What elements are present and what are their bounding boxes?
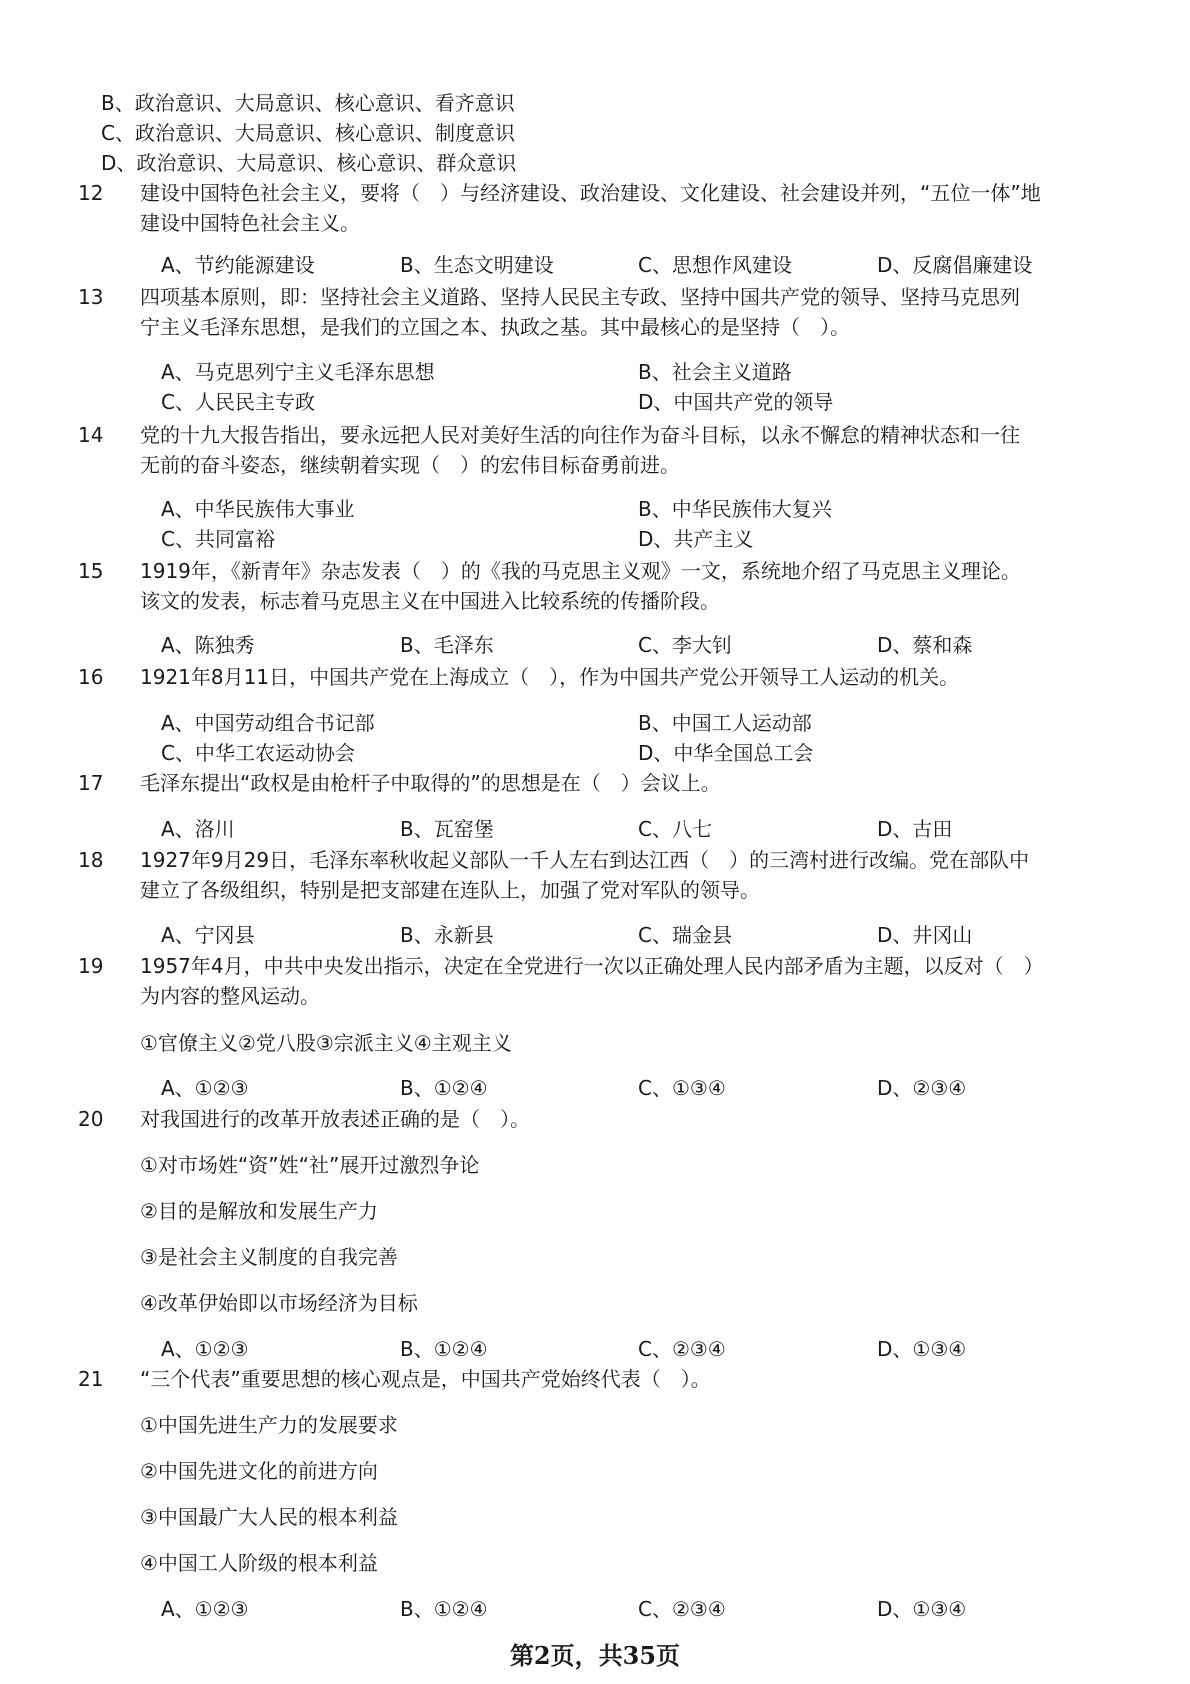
option-c: C、李大钊	[638, 633, 732, 657]
stem-line: 1927年9月29日，毛泽东率秋收起义部队一千人左右到达江西（ ）的三湾村进行改编。党在部队中	[140, 848, 1030, 872]
stem-line: 建设中国特色社会主义。	[140, 211, 360, 235]
option-b: B、中华民族伟大复兴	[638, 497, 832, 521]
statement-list: ①官僚主义②党八股③宗派主义④主观主义	[140, 1031, 512, 1055]
option-c: C、①③④	[638, 1076, 726, 1100]
option-c: C、共同富裕	[161, 527, 275, 551]
option-a: A、中华民族伟大事业	[161, 497, 355, 521]
option-c: C、八七	[638, 817, 712, 841]
stem-line: 1919年，《新青年》杂志发表（ ）的《我的马克思主义观》一文，系统地介绍了马克思主义理论。	[140, 559, 1021, 583]
question-number: 19	[78, 954, 104, 978]
question-number: 17	[78, 771, 104, 795]
question-stem	[140, 845, 1090, 905]
question-number: 13	[78, 285, 104, 309]
option-a: A、节约能源建设	[161, 253, 315, 277]
option-a: A、中国劳动组合书记部	[161, 711, 375, 735]
option-b: B、①②④	[400, 1076, 488, 1100]
question-stem	[140, 420, 1090, 480]
stem-line: “三个代表”重要思想的核心观点是，中国共产党始终代表（ ）。	[140, 1367, 711, 1391]
question-number: 18	[78, 848, 104, 872]
option-a: A、①②③	[161, 1337, 249, 1361]
option-c: C、②③④	[638, 1337, 726, 1361]
option-d: D、共产主义	[638, 527, 754, 551]
question-number: 15	[78, 559, 104, 583]
option-d: D、②③④	[877, 1076, 967, 1100]
statement-3: ③中国最广大人民的根本利益	[140, 1505, 398, 1529]
question-stem	[140, 178, 1090, 238]
statement-1: ①中国先进生产力的发展要求	[140, 1413, 398, 1437]
option-b: B、毛泽东	[400, 633, 494, 657]
page-footer: 第2页，共35页	[509, 1641, 681, 1670]
option-d: D、①③④	[877, 1597, 967, 1621]
option-d: D、反腐倡廉建设	[877, 253, 1033, 277]
option-b: B、①②④	[400, 1337, 488, 1361]
stem-line: 对我国进行的改革开放表述正确的是（ ）。	[140, 1107, 530, 1131]
option-a: A、①②③	[161, 1597, 249, 1621]
statement-4: ④改革伊始即以市场经济为目标	[140, 1291, 418, 1315]
stem-line: 为内容的整风运动。	[140, 984, 320, 1008]
question-number: 14	[78, 423, 104, 447]
statement-1: ①对市场姓“资”姓“社”展开过激烈争论	[140, 1153, 480, 1177]
stem-line: 建设中国特色社会主义，要将（ ）与经济建设、政治建设、文化建设、社会建设并列，“五位一体”地	[140, 181, 1041, 205]
statement-2: ②目的是解放和发展生产力	[140, 1199, 378, 1223]
option-a: A、①②③	[161, 1076, 249, 1100]
carry-option-d: D、政治意识、大局意识、核心意识、群众意识	[101, 151, 517, 175]
question-stem	[140, 662, 1090, 692]
option-b: B、生态文明建设	[400, 253, 554, 277]
option-d: D、古田	[877, 817, 953, 841]
question-stem	[140, 1104, 1090, 1134]
question-number: 16	[78, 665, 104, 689]
option-d: D、蔡和森	[877, 633, 973, 657]
option-b: B、社会主义道路	[638, 360, 792, 384]
statement-4: ④中国工人阶级的根本利益	[140, 1551, 378, 1575]
option-a: A、宁冈县	[161, 923, 255, 947]
stem-line: 该文的发表，标志着马克思主义在中国进入比较系统的传播阶段。	[140, 589, 720, 613]
option-c: C、瑞金县	[638, 923, 732, 947]
option-d: D、①③④	[877, 1337, 967, 1361]
option-a: A、洛川	[161, 817, 235, 841]
option-c: C、人民民主专政	[161, 390, 315, 414]
option-a: A、陈独秀	[161, 633, 255, 657]
option-a: A、马克思列宁主义毛泽东思想	[161, 360, 435, 384]
stem-line: 四项基本原则，即：坚持社会主义道路、坚持人民民主专政、坚持中国共产党的领导、坚持马克思列	[140, 285, 1020, 309]
carry-option-c: C、政治意识、大局意识、核心意识、制度意识	[101, 121, 515, 145]
stem-line: 1921年8月11日，中国共产党在上海成立（ ），作为中国共产党公开领导工人运动的机关。	[140, 665, 960, 689]
carry-option-b: B、政治意识、大局意识、核心意识、看齐意识	[101, 91, 515, 115]
statement-2: ②中国先进文化的前进方向	[140, 1459, 378, 1483]
stem-line: 建立了各级组织，特别是把支部建在连队上，加强了党对军队的领导。	[140, 878, 760, 902]
option-b: B、瓦窑堡	[400, 817, 494, 841]
question-number: 20	[78, 1107, 104, 1131]
question-stem	[140, 768, 1090, 798]
question-number: 12	[78, 181, 104, 205]
question-stem	[140, 556, 1090, 616]
question-stem	[140, 282, 1090, 342]
stem-line: 无前的奋斗姿态，继续朝着实现（ ）的宏伟目标奋勇前进。	[140, 453, 680, 477]
stem-line: 党的十九大报告指出，要永远把人民对美好生活的向往作为奋斗目标，以永不懈怠的精神状态和一往	[140, 423, 1020, 447]
option-c: C、②③④	[638, 1597, 726, 1621]
option-c: C、思想作风建设	[638, 253, 792, 277]
option-b: B、①②④	[400, 1597, 488, 1621]
statement-3: ③是社会主义制度的自我完善	[140, 1245, 398, 1269]
option-b: B、中国工人运动部	[638, 711, 812, 735]
option-d: D、中华全国总工会	[638, 741, 814, 765]
option-b: B、永新县	[400, 923, 494, 947]
option-d: D、中国共产党的领导	[638, 390, 834, 414]
question-stem	[140, 951, 1090, 1011]
stem-line: 毛泽东提出“政权是由枪杆子中取得的”的思想是在（ ）会议上。	[140, 771, 721, 795]
stem-line: 宁主义毛泽东思想，是我们的立国之本、执政之基。其中最核心的是坚持（ ）。	[140, 315, 850, 339]
option-c: C、中华工农运动协会	[161, 741, 355, 765]
question-stem	[140, 1364, 1090, 1394]
stem-line: 1957年4月，中共中央发出指示，决定在全党进行一次以正确处理人民内部矛盾为主题，以反对（ ）	[140, 954, 1044, 978]
question-number: 21	[78, 1367, 104, 1391]
option-d: D、井冈山	[877, 923, 973, 947]
